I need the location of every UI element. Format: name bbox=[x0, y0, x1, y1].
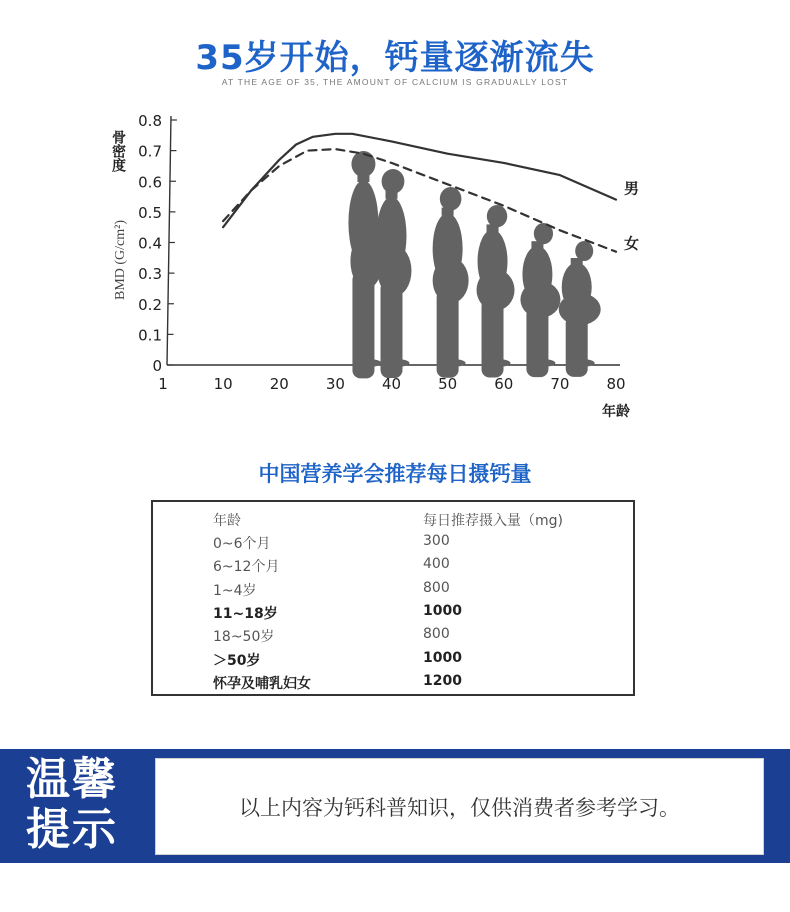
y-tick-label: 0.5 bbox=[138, 203, 162, 222]
x-tick-label: 60 bbox=[494, 375, 514, 393]
silhouette-feet bbox=[567, 359, 595, 367]
row-amount: 300 bbox=[423, 533, 450, 549]
silhouette-feet bbox=[438, 359, 466, 367]
silhouette-head bbox=[351, 151, 375, 177]
x-tick-label: 80 bbox=[606, 375, 626, 393]
y-tick-label: 0.1 bbox=[138, 326, 162, 345]
row-amount: 800 bbox=[423, 579, 450, 596]
person-silhouette bbox=[377, 169, 412, 378]
calcium-intake-table bbox=[151, 500, 635, 696]
x-tick-label: 20 bbox=[269, 375, 289, 393]
silhouette-feet bbox=[382, 359, 410, 367]
silhouette-head bbox=[382, 169, 405, 194]
row-age: 0~6个月 bbox=[213, 536, 271, 552]
y-tick-label: 0.3 bbox=[138, 265, 162, 284]
table-row bbox=[153, 603, 633, 626]
header-age: 年龄 bbox=[213, 513, 241, 529]
table-row bbox=[153, 650, 633, 673]
tips-label-line2: 提示 bbox=[26, 804, 118, 855]
table-title: 中国营养学会推荐每日摄钙量 bbox=[258, 462, 532, 486]
table-row bbox=[153, 556, 633, 579]
person-silhouette bbox=[520, 223, 560, 377]
y-tick-label: 0.7 bbox=[138, 142, 162, 161]
silhouette-feet bbox=[483, 359, 511, 367]
silhouette-head bbox=[440, 187, 462, 211]
person-silhouette bbox=[477, 205, 515, 377]
y-tick-label: 0.2 bbox=[138, 295, 162, 314]
row-amount: 1000 bbox=[423, 649, 462, 666]
person-silhouette bbox=[559, 241, 601, 377]
row-amount: 800 bbox=[423, 626, 450, 643]
silhouette-head bbox=[487, 205, 507, 227]
bone-density-chart bbox=[0, 100, 790, 430]
row-age: 怀孕及哺乳妇女 bbox=[213, 675, 311, 692]
y-axis bbox=[167, 116, 171, 365]
row-amount: 1200 bbox=[423, 672, 462, 689]
x-tick-label: 40 bbox=[381, 375, 402, 393]
tips-label-line1: 温馨 bbox=[26, 754, 118, 805]
row-age: 11~18岁 bbox=[213, 605, 278, 622]
silhouette-feet bbox=[527, 359, 555, 367]
x-tick-label: 50 bbox=[438, 375, 458, 393]
person-silhouette bbox=[348, 151, 382, 378]
x-tick-label: 10 bbox=[213, 375, 233, 393]
tips-label bbox=[26, 755, 136, 855]
row-amount: 1000 bbox=[423, 602, 462, 619]
table-row bbox=[153, 626, 633, 649]
chart-lines bbox=[223, 134, 616, 252]
y-tick-label: 0.4 bbox=[138, 234, 162, 253]
row-age: 18~50岁 bbox=[213, 629, 275, 646]
y-tick-label: 0.6 bbox=[138, 173, 162, 192]
x-axis-label: 年龄 bbox=[602, 404, 630, 420]
series-label: 男 bbox=[624, 179, 640, 198]
row-age: 1~4岁 bbox=[213, 582, 257, 599]
x-tick-label: 70 bbox=[550, 375, 570, 393]
tips-banner bbox=[0, 749, 790, 863]
row-amount: 400 bbox=[423, 556, 450, 573]
table-row bbox=[153, 580, 633, 603]
page-subtitle: AT THE AGE OF 35, THE AMOUNT OF CALCIUM IS GRADUALLY LOST bbox=[221, 77, 569, 87]
silhouette-legs bbox=[566, 315, 588, 377]
x-tick-label: 1 bbox=[158, 375, 168, 393]
person-silhouette bbox=[433, 187, 469, 378]
table-row bbox=[153, 673, 633, 696]
y-tick-label: 0.8 bbox=[138, 112, 162, 130]
row-age: 6~12个月 bbox=[213, 559, 280, 576]
header-amount: 每日推荐摄入量（mg) bbox=[423, 513, 563, 529]
x-tick-label: 30 bbox=[325, 375, 345, 393]
y-axis-label-cn: 骨密度 bbox=[110, 130, 126, 172]
series-line-female bbox=[223, 149, 616, 252]
y-axis-label: BMD (G/cm²) bbox=[113, 219, 128, 300]
row-age: ＞50岁 bbox=[213, 652, 261, 669]
page-title: 35岁开始，钙量逐渐流失 bbox=[195, 38, 595, 78]
table-header-row bbox=[153, 510, 633, 533]
series-line-male bbox=[223, 134, 616, 227]
silhouette-figures bbox=[348, 151, 600, 378]
table-row bbox=[153, 533, 633, 556]
series-label: 女 bbox=[624, 234, 640, 253]
tips-text: 以上内容为钙科普知识，仅供消费者参考学习。 bbox=[155, 758, 764, 855]
y-tick-label: 0 bbox=[152, 357, 162, 375]
silhouette-feet bbox=[353, 359, 381, 367]
